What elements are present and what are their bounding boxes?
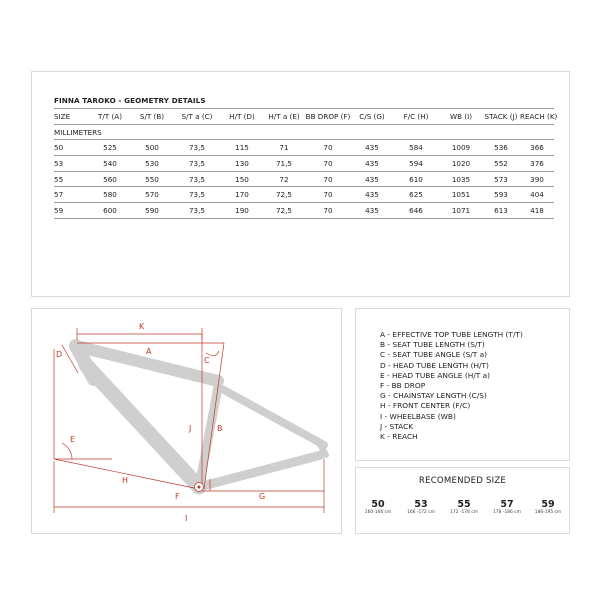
table-cell: 536 [482, 140, 520, 156]
label-h: H [122, 476, 129, 485]
table-cell: 1020 [440, 156, 482, 172]
size-height-range: 186-195 cm [534, 510, 562, 515]
geometry-panel [31, 71, 570, 297]
recommended-size-panel [355, 467, 570, 534]
table-cell: 71,5 [264, 156, 304, 172]
column-header: C/S (G) [352, 109, 392, 125]
legend-item: K - REACH [380, 432, 418, 442]
column-header: BB DROP (F) [304, 109, 352, 125]
column-header: H/T (D) [220, 109, 264, 125]
table-cell: 552 [482, 156, 520, 172]
size-height-range: 172 -178 cm [450, 510, 478, 515]
table-row [54, 203, 554, 219]
legend-item: C - SEAT TUBE ANGLE (S/T a) [380, 350, 488, 360]
table-cell: 1071 [440, 203, 482, 219]
label-b: B [217, 424, 223, 433]
table-cell: 625 [392, 187, 440, 203]
size-height-range: 178 -186 cm [493, 510, 521, 515]
down-tube [86, 365, 199, 487]
size-option [356, 499, 400, 516]
size-number: 50 [371, 499, 385, 510]
label-d: D [56, 350, 63, 359]
bottom-bracket-center [198, 486, 200, 488]
table-cell: 55 [54, 171, 90, 187]
frame-diagram-panel [31, 308, 342, 534]
table-cell: 73,5 [174, 171, 220, 187]
table-cell: 590 [130, 203, 174, 219]
table-cell: 70 [304, 156, 352, 172]
column-header: S/T a (C) [174, 109, 220, 125]
dimension-c-arc [206, 351, 219, 356]
table-cell: 435 [352, 156, 392, 172]
label-a: A [146, 347, 152, 356]
column-header: S/T (B) [130, 109, 174, 125]
size-height-range: 160-166 cm [364, 510, 392, 515]
table-cell: 70 [304, 171, 352, 187]
column-header: SIZE [54, 109, 90, 125]
table-cell: 366 [520, 140, 554, 156]
table-cell: 53 [54, 156, 90, 172]
bike-frame-tubes [76, 346, 326, 487]
table-cell: 560 [90, 171, 130, 187]
table-cell: 72,5 [264, 203, 304, 219]
label-c: C [204, 356, 210, 365]
table-cell: 190 [220, 203, 264, 219]
label-e: E [70, 435, 76, 444]
table-cell: 1035 [440, 171, 482, 187]
legend-item: A - EFFECTIVE TOP TUBE LENGTH (T/T) [380, 330, 523, 339]
table-cell: 73,5 [174, 187, 220, 203]
legend-list [380, 330, 523, 442]
table-cell: 70 [304, 140, 352, 156]
label-i: I [185, 514, 188, 523]
legend-item: E - HEAD TUBE ANGLE (H/T a) [380, 370, 491, 380]
legend-item: F - BB DROP [380, 381, 426, 391]
column-header: F/C (H) [392, 109, 440, 125]
table-cell: 600 [90, 203, 130, 219]
column-header: T/T (A) [90, 109, 130, 125]
table-cell: 573 [482, 171, 520, 187]
table-cell: 594 [392, 156, 440, 172]
column-header: WB (I) [440, 109, 482, 125]
table-cell: 550 [130, 171, 174, 187]
legend-item: B - SEAT TUBE LENGTH (S/T) [380, 340, 485, 350]
geometry-table [54, 108, 558, 219]
table-cell: 70 [304, 187, 352, 203]
table-cell: 115 [220, 140, 264, 156]
size-option [485, 499, 529, 516]
label-g: G [259, 492, 266, 501]
table-row [54, 171, 554, 187]
table-cell: 435 [352, 140, 392, 156]
table-header-row [54, 109, 554, 125]
table-cell: 170 [220, 187, 264, 203]
table-cell: 390 [520, 171, 554, 187]
units-label: MILLIMETERS [54, 124, 554, 140]
column-header: STACK (J) [482, 109, 520, 125]
table-cell: 570 [130, 187, 174, 203]
legend-panel [355, 308, 570, 461]
legend-item: J - STACK [380, 421, 414, 431]
table-cell: 580 [90, 187, 130, 203]
table-cell: 500 [130, 140, 174, 156]
legend-item: I - WHEELBASE (WB) [380, 411, 456, 421]
table-cell: 646 [392, 203, 440, 219]
table-cell: 435 [352, 187, 392, 203]
table-row [54, 156, 554, 172]
table-cell: 593 [482, 187, 520, 203]
recommended-size-title: RECOMENDED SIZE [418, 476, 507, 486]
table-cell: 70 [304, 203, 352, 219]
table-cell: 73,5 [174, 140, 220, 156]
size-number: 55 [457, 499, 471, 510]
table-cell: 72,5 [264, 187, 304, 203]
geometry-title: FINNA TAROKO - GEOMETRY DETAILS [54, 96, 206, 105]
table-cell: 73,5 [174, 156, 220, 172]
table-row [54, 140, 554, 156]
frame-diagram [32, 309, 343, 535]
size-number: 59 [541, 499, 555, 510]
size-number: 53 [414, 499, 428, 510]
legend-item: D - HEAD TUBE LENGTH (H/T) [380, 360, 489, 370]
table-cell: 610 [392, 171, 440, 187]
table-cell: 404 [520, 187, 554, 203]
seatstay [222, 389, 324, 445]
table-cell: 435 [352, 203, 392, 219]
label-f: F [175, 492, 180, 501]
table-cell: 435 [352, 171, 392, 187]
column-header: REACH (K) [520, 109, 554, 125]
table-cell: 59 [54, 203, 90, 219]
size-option [442, 499, 486, 516]
table-cell: 50 [54, 140, 90, 156]
table-cell: 525 [90, 140, 130, 156]
size-height-range: 166 -172 cm [407, 510, 435, 515]
label-j: J [189, 424, 192, 433]
size-option [526, 499, 570, 516]
units-row [54, 124, 554, 140]
table-cell: 57 [54, 187, 90, 203]
table-cell: 73,5 [174, 203, 220, 219]
table-cell: 1051 [440, 187, 482, 203]
dimension-e-arc [62, 443, 72, 459]
table-cell: 530 [130, 156, 174, 172]
table-cell: 613 [482, 203, 520, 219]
table-row [54, 187, 554, 203]
table-cell: 150 [220, 171, 264, 187]
table-cell: 418 [520, 203, 554, 219]
chainstay [199, 455, 321, 487]
table-cell: 584 [392, 140, 440, 156]
legend-item: G - CHAINSTAY LENGTH (C/S) [380, 391, 487, 401]
table-cell: 376 [520, 156, 554, 172]
column-header: H/T a (E) [264, 109, 304, 125]
table-cell: 71 [264, 140, 304, 156]
table-cell: 130 [220, 156, 264, 172]
recommended-size-row [356, 499, 569, 529]
label-k: K [139, 322, 145, 331]
legend-item: H - FRONT CENTER (F/C) [380, 401, 471, 411]
size-number: 57 [500, 499, 514, 510]
table-cell: 1009 [440, 140, 482, 156]
table-cell: 540 [90, 156, 130, 172]
size-option [399, 499, 443, 516]
table-cell: 72 [264, 171, 304, 187]
